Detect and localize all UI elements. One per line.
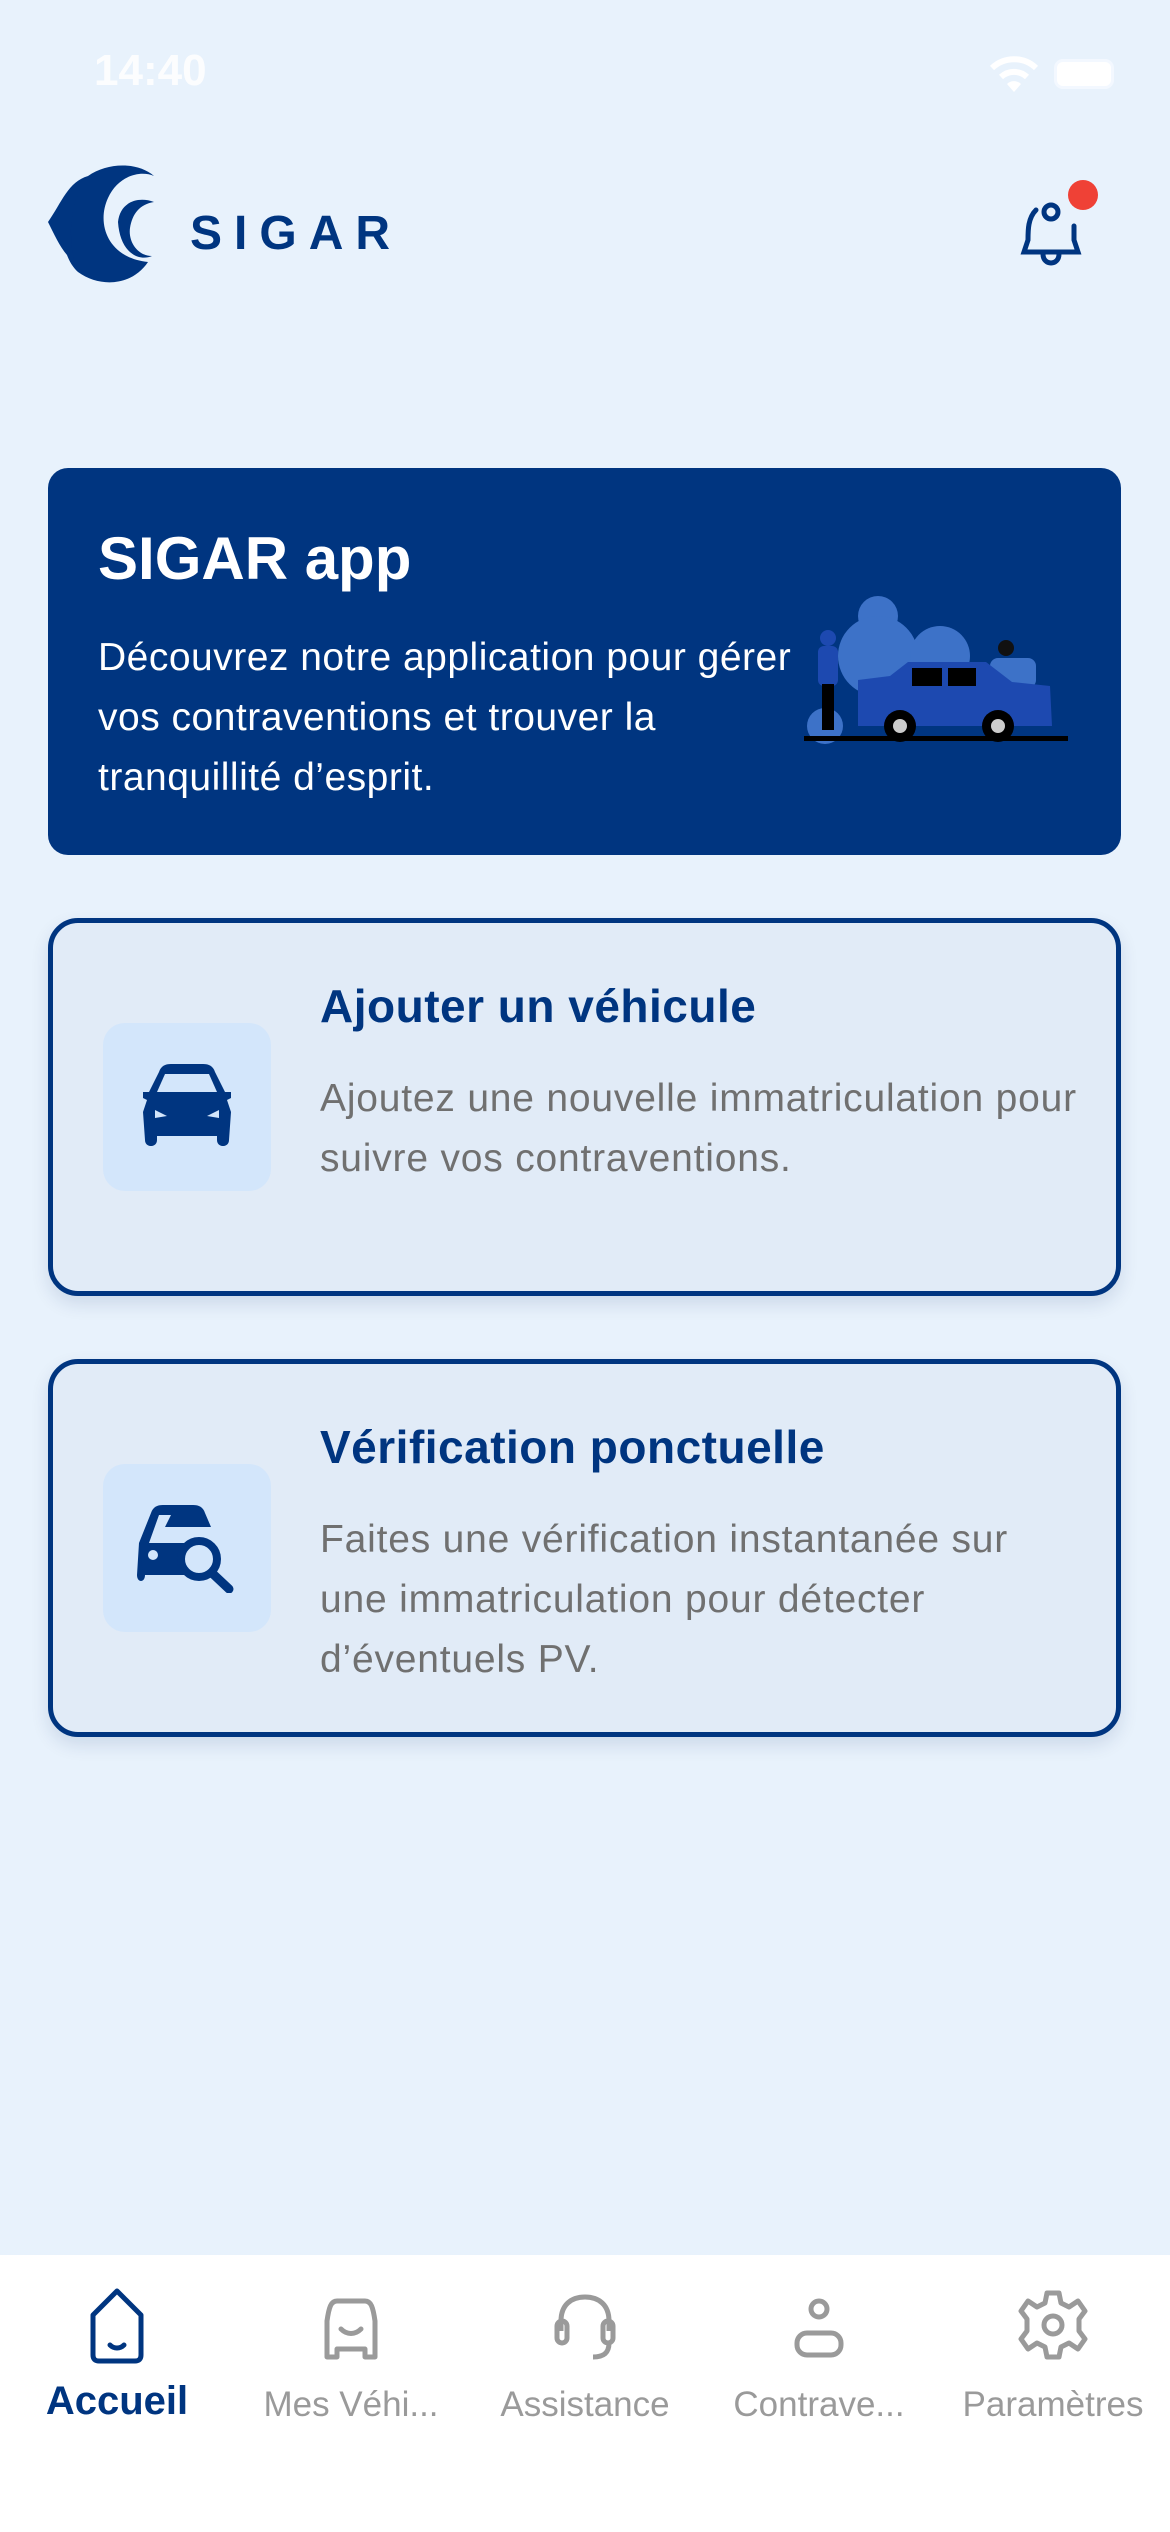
card-description: Faites une vérification instantanée sur une immatriculation pour détecter d’éventuels PV.: [320, 1518, 1009, 1681]
wave-logo-icon: [48, 162, 188, 290]
home-icon: [77, 2285, 157, 2365]
tab-parametres[interactable]: [936, 2285, 1170, 2425]
banner-title: SIGAR app: [98, 525, 412, 592]
add-vehicle-card[interactable]: [48, 918, 1121, 1296]
logo-text: SIGAR: [190, 206, 403, 260]
car-icon: [311, 2285, 391, 2365]
card-title: Ajouter un véhicule: [320, 980, 757, 1032]
car-search-icon: [103, 1464, 271, 1632]
tab-contraventions[interactable]: [702, 2285, 936, 2425]
status-icons: [988, 54, 1114, 94]
user-icon: [779, 2285, 859, 2365]
spot-check-card[interactable]: [48, 1359, 1121, 1737]
gear-icon: [1013, 2285, 1093, 2365]
sigar-logo: [48, 162, 402, 290]
promo-banner[interactable]: [48, 468, 1121, 855]
wifi-icon: [988, 54, 1040, 94]
bottom-tab-bar: [0, 2255, 1170, 2532]
card-description: Ajoutez une nouvelle immatriculation pour suivre vos contraventions.: [320, 1077, 1077, 1180]
battery-icon: [1054, 59, 1114, 89]
card-title: Vérification ponctuelle: [320, 1421, 825, 1473]
banner-description: Découvrez notre application pour gérer vos contraventions et trouver la tranquillité d’esprit.: [98, 636, 792, 799]
tab-label: Accueil: [45, 2379, 189, 2423]
tab-mes-vehicules[interactable]: [234, 2285, 468, 2425]
tab-assistance[interactable]: [468, 2285, 702, 2425]
headset-icon: [545, 2285, 625, 2365]
status-time: 14:40: [94, 46, 207, 95]
tab-label: Assistance: [500, 2385, 670, 2424]
tab-accueil[interactable]: [0, 2285, 234, 2424]
car-icon: [103, 1023, 271, 1191]
tab-label: Contrave...: [733, 2385, 905, 2424]
tab-label: Paramètres: [962, 2385, 1144, 2424]
notification-badge: [1068, 180, 1098, 210]
car-illustration: [790, 576, 1080, 746]
tab-label: Mes Véhi...: [263, 2385, 439, 2424]
